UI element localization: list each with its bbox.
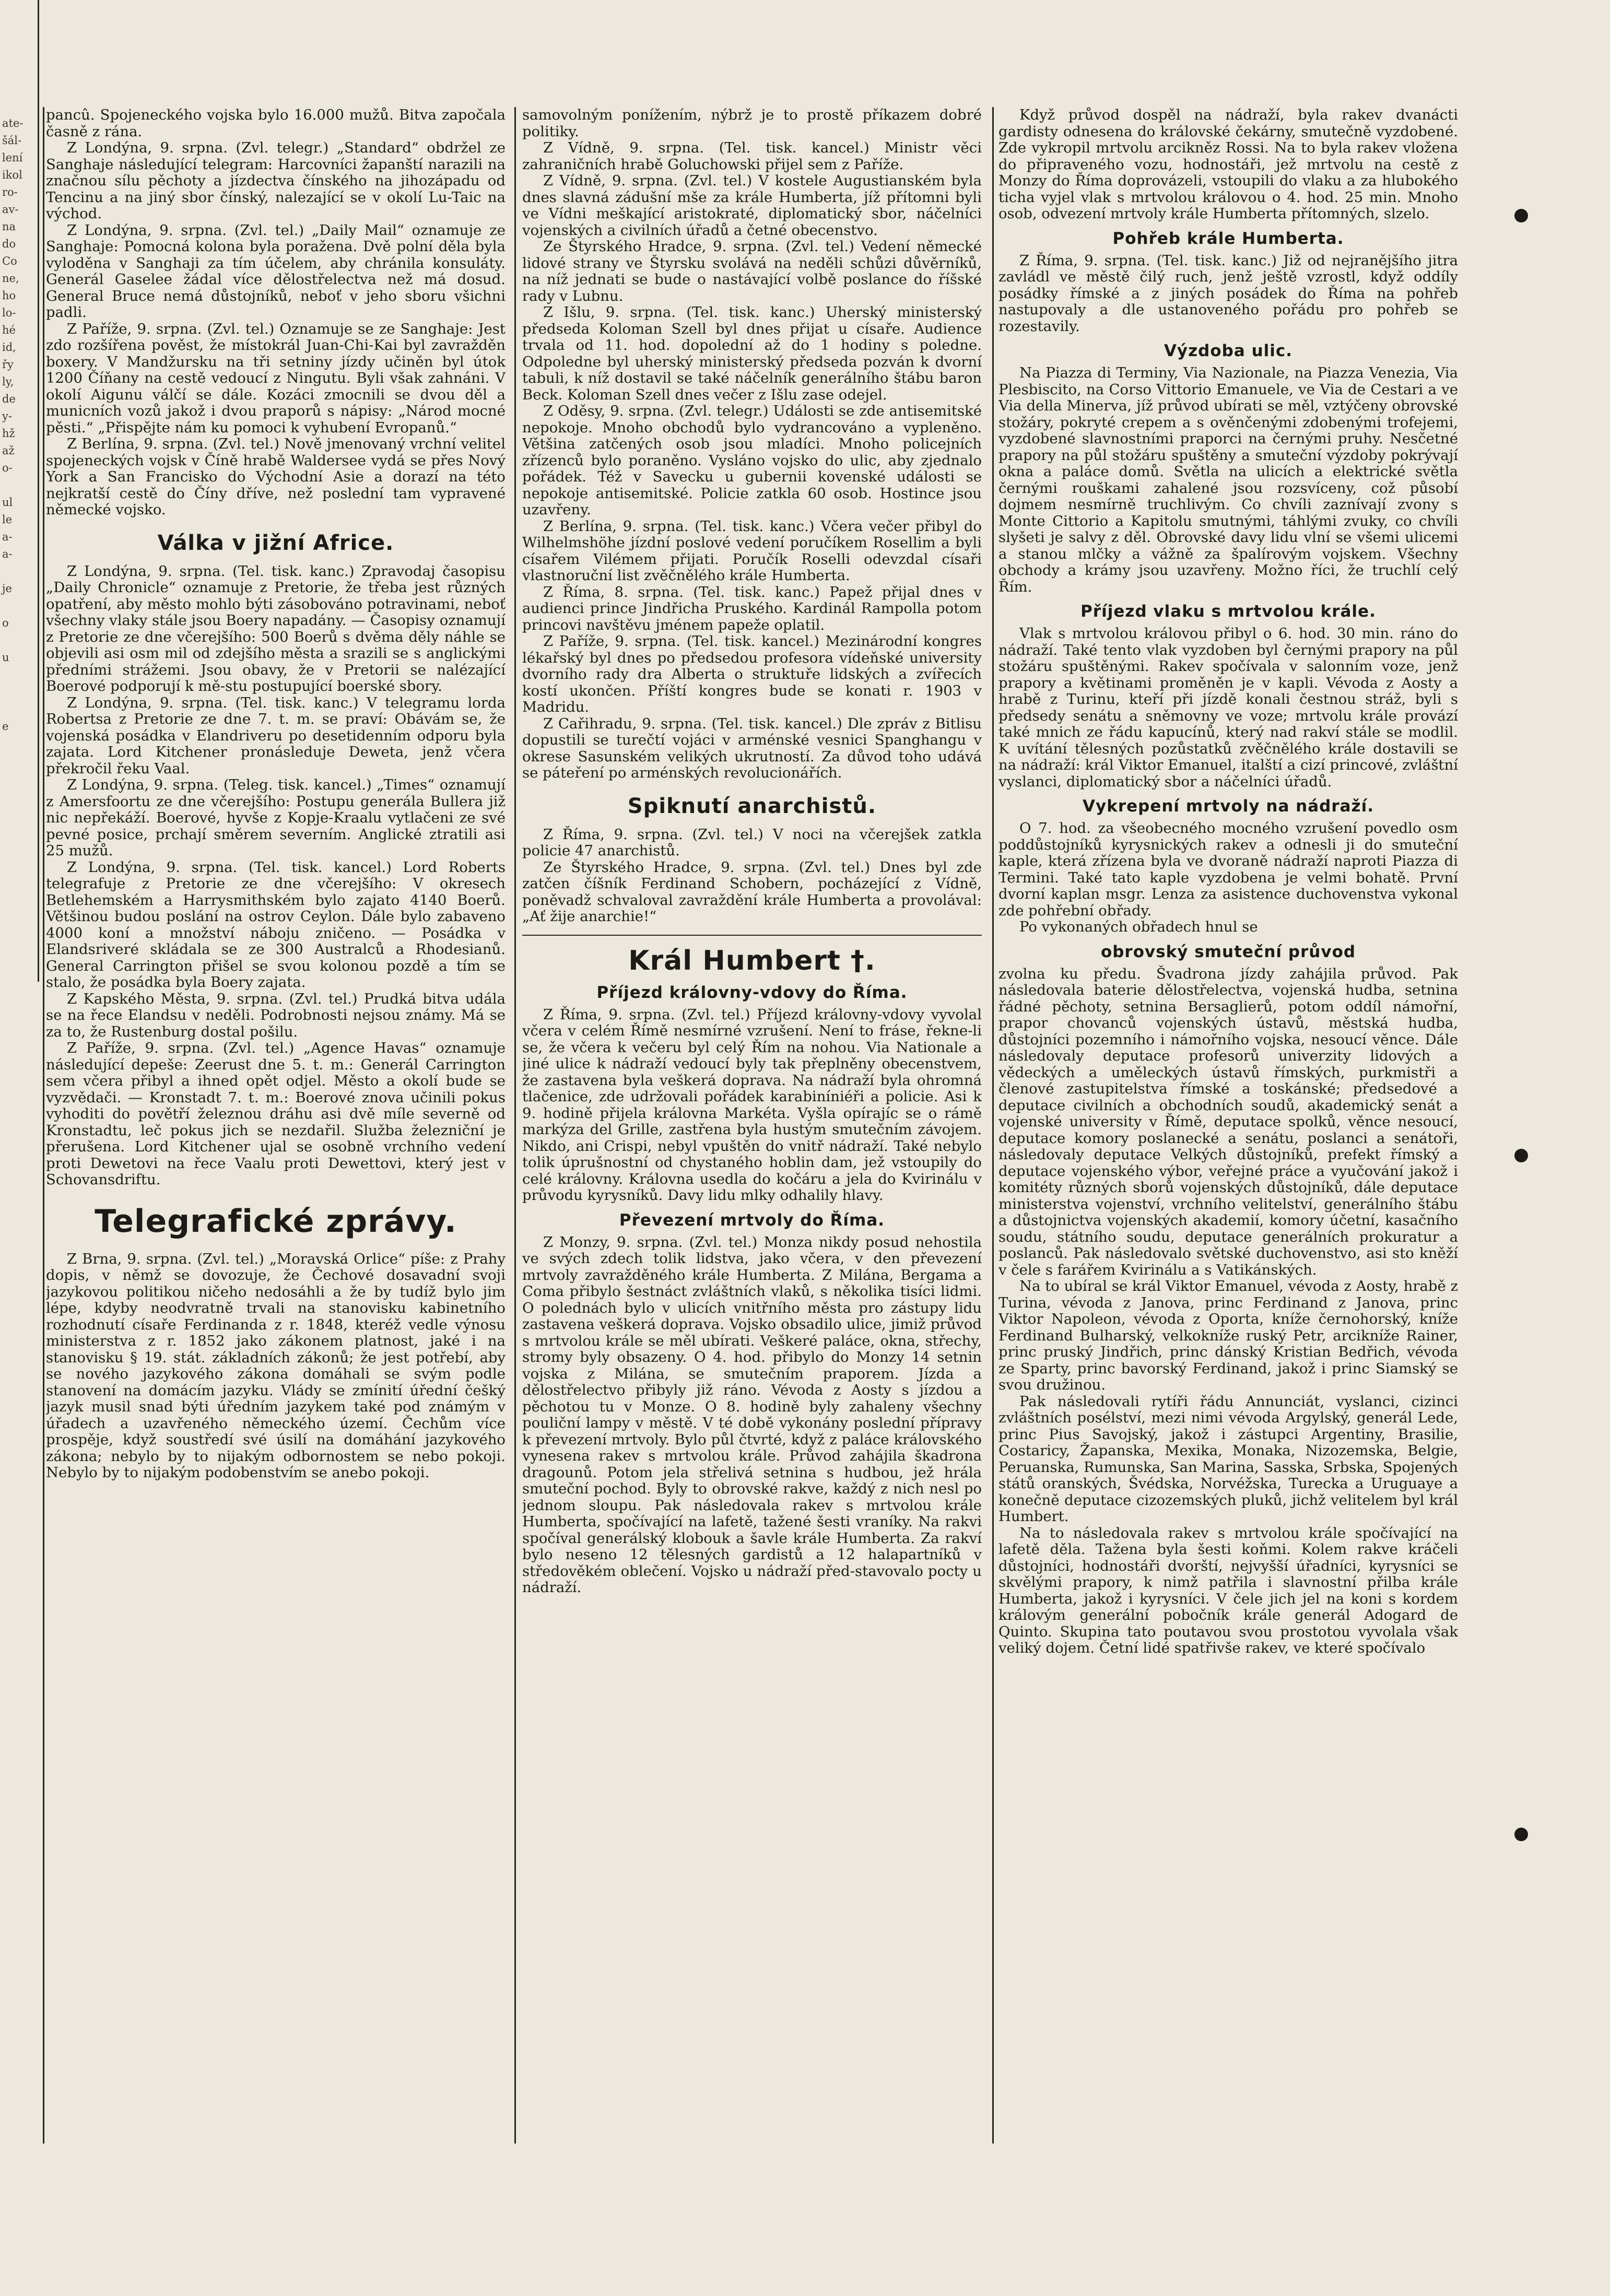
fragment-line: [2, 632, 38, 649]
article-paragraph: Z Říma, 9. srpna. (Zvl. tel.) Příjezd královny-vdovy vyvolal včera v celém Římě nesmírné vzrušení. Není to fráse, řekne-li se, že včera k večeru byl celý Řím na nohou. Via Nationale a jiné ulice k nádraží vedoucí byly tak přeplněny obecenstvem, že zastavena byla veškerá doprava. Na nádraží byla ohromná tlačenice, zde udržovali pořádek karabiníniéři a policie. Asi k 9. hodině přijela královna Markéta. Vyšla opírajíc se o rámě markýza del Grille, zastřena byla hustým smutečním závojem. Nikdo, ani Crispi, nebyl vpuštěn do vnitř nádraží. Také nebylo tolik úprušnostní od chystaného hoblin dam, jež vstoupily do celé královny. Královna usedla do kočáru a jela do Kvirinálu v průvodu kyrysníků. Davy lidu mlky odhalily hlavy.: [522, 1006, 982, 1204]
fragment-line: ate-: [2, 117, 23, 129]
column-1: [46, 107, 506, 2285]
fragment-line: lo-: [2, 307, 16, 319]
article-paragraph: Ze Štyrského Hradce, 9. srpna. (Zvl. tel.) Vedení německé lidové strany ve Štyrsku svolává na neděli schůzi důvěrníků, na níž jednati se bude o nastávající volbě poslance do říšské rady v Lubnu.: [522, 238, 982, 304]
article-paragraph: Z Vídně, 9. srpna. (Zvl. tel.) V kostele Augustianském byla dnes slavná zádušní mše za krále Humberta, jíž přítomni byli ve Vídni meškající aristokraté, diplomatický sbor, náčelníci vojenských a civilních úřadů a četné obecenstvo.: [522, 172, 982, 239]
article-paragraph: Po vykonaných obřadech hnul se: [1019, 919, 1258, 935]
article-paragraph: O 7. hod. za všeobecného mocného vzrušení povedlo osm poddůstojníků kyrysnických rakev a odnesli ji do smuteční kaple, která zřízena byla ve dvoraně nádraží naproti Piazza di Termini. Také tato kaple vyzdobena je velmi bohatě. První dvorní kaplan msgr. Lenza za asistence duchovenstva vykonal zde pohřební obřady.: [998, 820, 1458, 919]
article-paragraph: Z Londýna, 9. srpna. (Tel. tisk. kanc.) Zpravodaj časopisu „Daily Chronicle“ oznamuje z Pretorie, že třeba jest různých opatření, aby město mohlo býti zásobováno potravinami, neboť všechny vlaky stále jsou Boery napadány. — Časopisy oznamují z Pretorie ze dne včerejšího: 500 Boerů s dvěma děly náhle se objevili asi osm mil od zdejšího města a srazili se s anglickými předními strážemi. Jsou obavy, že v Pretorii se nalézající Boerové podporují k mě-stu postupující boerské sbory.: [46, 562, 506, 694]
article-paragraph: Z Londýna, 9. srpna. (Zvl. tel.) „Daily Mail“ oznamuje ze Sanghaje: Pomocná kolona byla poražena. Dvě polní děla byla vyloděna v Sanghaji za tím účelem, aby chránila konsuláty. Generál Gaselee žádal více dělostřelectva než má dosud. General Bruce nemá důstojníků, neboť v jeho sboru všichni padli.: [46, 221, 506, 321]
fragment-line: Co: [2, 255, 17, 267]
subsection-heading: Příjezd vlaku s mrtvolou krále.: [1080, 602, 1376, 621]
fragment-line: [2, 563, 38, 580]
article-paragraph: Z Kapského Města, 9. srpna. (Zvl. tel.) Prudká bitva udála se na řece Elandsu v neděli. Podrobnosti nejsou známy. Má se za to, že Rustenburg dostal pošilu.: [46, 990, 506, 1040]
article-paragraph: Z Říma, 9. srpna. (Tel. tisk. kanc.) Již od nejranějšího jitra zavládl ve městě čilý ruch, jenž ještě vzrostl, když oddíly posádky římské a z jiných posádek do Říma na pohřeb nastupovaly a dle ustanoveného pořádu pro pohřeb se rozestavily.: [998, 252, 1458, 335]
fragment-line: le: [2, 513, 13, 526]
fragment-line: ro-: [2, 186, 18, 198]
fragment-line: šál-: [2, 134, 22, 147]
fragment-line: ul: [2, 496, 13, 509]
column-rule: [43, 107, 44, 2144]
binding-hole: [1514, 1828, 1528, 1841]
article-paragraph: Z Londýna, 9. srpna. (Teleg. tisk. kancel.) „Times“ oznamují z Amersfoortu ze dne včerejšího: Postupu generála Bullera již nic nepřekáží. Boerové, hyvše z Kopje-Kraalu vytlačeni ze své pevné posice, prchají směrem severním. Anglické ztratili asi 25 mužů.: [46, 776, 506, 859]
article-paragraph: samovolným ponížením, nýbrž je to prostě příkazem dobré politiky.: [522, 107, 982, 140]
article-paragraph: Na to ubíral se král Viktor Emanuel, vévoda z Aosty, hrabě z Turina, vévoda z Janova, princ Ferdinand z Janova, princ Viktor Napoleon, vévoda z Oporta, kníže černohorský, kníže Ferdinand Bulharský, velkokníže ruský Petr, arcikníže Rainer, princ pruský Jindřich, princ dánský Kristian Bedřich, vévoda ze Sparty, princ bavorský Ferdinand, jakož i princ Siamský se svou družinou.: [998, 1278, 1458, 1393]
fragment-line: ikol: [2, 169, 22, 181]
fragment-line: [2, 701, 38, 718]
fragment-line: de: [2, 393, 16, 405]
article-paragraph: Z Cařihradu, 9. srpna. (Tel. tisk. kancel.) Dle zpráv z Bitlisu dopustili se turečtí vojáci v arménské vesnici Spanghangu v okrese Sasunském velikých ukrutností. Za důvod toho udává se páteření po arménských revolucionářích.: [522, 715, 982, 781]
fragment-line: u: [2, 651, 9, 664]
subsection-heading: Vykrepení mrtvoly na nádraží.: [1083, 797, 1374, 816]
fragment-line: y-: [2, 410, 12, 422]
article-paragraph: Vlak s mrtvolou královou přibyl o 6. hod. 30 min. ráno do nádraží. Také tento vlak vyzdoben byl černými prapory na půl stožáru spuštěnými. Rakev spočívala v salonním voze, jenž prapory a květinami proměněn je v kapli. Vévoda z Aosty a hrabě z Turinu, kteří při jízdě konali čestnou stráž, byli s předsedy senátu a sněmovny ve voze; mrtvolu krále provází také mnich ze řádu kapucínů, který nad rakví stále se modlil. K uvítání tělesných pozůstatků zvěčnělého krále dostavili se na nádraží: král Viktor Emanuel, italští a cizí princové, zvláštní vyslanci, diplomatický sbor a náčelníci úřadů.: [998, 625, 1458, 790]
subsection-heading: obrovský smuteční průvod: [1100, 942, 1356, 961]
fragment-line: id,: [2, 341, 16, 354]
subsection-heading: Pohřeb krále Humberta.: [1112, 229, 1344, 248]
article-paragraph: Z Říma, 8. srpna. (Tel. tisk. kanc.) Papež přijal dnes v audienci prince Jindřicha Pruského. Kardinál Rampolla potom princovi navštěvu jménem papeže oplatil.: [522, 583, 982, 633]
subsection-heading: Převezení mrtvoly do Říma.: [619, 1210, 885, 1230]
section-heading: Válka v jižní Africe.: [157, 531, 394, 555]
article-paragraph: Z Londýna, 9. srpna. (Tel. tisk. kanc.) V telegramu lorda Robertsa z Pretorie ze dne 7. t. m. se praví: Obávám se, že vojenská posádka v Elandriveru po desetidenním odporu byla zajata. Lord Kitchener pronásleduje Deweta, jenž včera překročil řeku Vaal.: [46, 694, 506, 777]
fragment-line: ly,: [2, 375, 14, 388]
section-heading: Král Humbert †.: [628, 945, 876, 976]
column-3: [998, 107, 1458, 2285]
divider: [522, 935, 982, 936]
article-paragraph: Z Paříže, 9. srpna. (Zvl. tel.) Oznamuje se ze Sanghaje: Jest zdo rozšířena pověst, že místokrál Juan-Chi-Kai byl zavražděn boxery. V Mandžursku na tři setniny jízdy učiněn byl útok 1200 Číňany na cestě vedoucí z Ningutu. Byli však zahnáni. V okolí Aigunu válčí se dále. Kozáci zmocnili se dvou děl a municních vozů jakož i dvou praporů s nápisy: „Národ mocné pěsti.“ „Přispějte nám ku pomoci k vyhubení Evropanů.“: [46, 320, 506, 436]
article-paragraph: Z Berlína, 9. srpna. (Tel. tisk. kanc.) Včera večer přibyl do Wilhelmshöhe jízdní poslové vedení poručíkem Rosellim a byli císařem Vilémem přijati. Poručík Roselli odevzdal císaři vlastnoruční list zvěčnělého krále Humberta.: [522, 517, 982, 584]
article-paragraph: Na Piazza di Terminy, Via Nazionale, na Piazza Venezia, Via Plesbiscito, na Corso Vittorio Emanuele, ve Via de Cestari a ve Via della Minerva, jíž průvod ubírati se měl, vztýčeny obrovské stožáry, pokryté crepem a s ověnčenými zdobenými trofejemi, vyzdobené slavnostními praporci na černými pruhy. Nesčetné prapory na půl stožáru spuštěny a smuteční výzdoby pokrývají okna a paláce domů. Světla na ulicích a elektrické světla černými rouškami zahalené jsou rozsvíceny, což působí dojmem nesmírně truchlivým. Co chvíli zaznívají zvony s Monte Cittorio a Kapitolu smutnými, táhlými zvuky, co chvíli slyšeti je salvy z děl. Obrovské davy lidu vlní se všemi ulicemi a stanou mlčky a vážně za špalírovým vojskem. Všechny obchody a krámy jsou uzavřeny. Možno říci, že truchlí celý Řím.: [998, 364, 1458, 595]
fragment-line: až: [2, 444, 15, 457]
fragment-line: ho: [2, 289, 16, 302]
fragment-line: [2, 477, 38, 494]
article-paragraph: Z Oděsy, 9. srpna. (Zvl. telegr.) Události se zde antisemitské nepokoje. Mnoho obchodů bylo vydrancováno a vypleněno. Většina zatčených osob jsou mladíci. Mnoho policejních zřízenců bylo poraněno. Vysláno vojsko do ulic, aby zjednalo pořádek. Též v Savecku u gubernii kovenské události se nepokoje antisemitské. Policie zatkla 60 osob. Hostince jsou uzavřeny.: [522, 403, 982, 518]
article-paragraph: Ze Štyrského Hradce, 9. srpna. (Zvl. tel.) Dnes byl zde zatčen číšník Ferdinand Schobern, pocházející z Vídně, poněvadž schvaloval zavraždění krále Humberta a provolával: „Ať žije anarchie!“: [522, 858, 982, 925]
fragment-line: e: [2, 720, 9, 733]
article-paragraph: zvolna ku předu. Švadrona jízdy zahájila průvod. Pak následovala baterie dělostřelectva, vojenská hudba, setnina řádné pěchoty, setnina Bersaglierů, potom oddíl námořní, prapor chovanců vojenských ústavů, městská hudba, důstojníci pozemního i námořního vojska, nesoucí věnce. Dále následovaly deputace profesorů univerzity lidových a vědeckých a uměleckých ústavů římských, purkmistři a členové zastupitelstva římské a toskánské; předsedové a deputace civilních a obchodních soudů, akademický senát a vojenské university v Římě, deputace spolků, věnce nesoucí, deputace komory poslanecké a senátu, poslanci a senátoři, následovaly deputace Velkých důstojníků, prefekt římský a deputace vojenského výbor, veřejné práce a vyučování jakož i komitéty různých sborů vojenských důstojníků, dále deputace ministerstva vojenství, vrchního velitelství, generálního štábu a důstojnictva vojenských akademií, komory účetní, kasačního soudu, státního soudu, deputace generálních prokuratur a poslanců. Pak následovalo světské duchovenstvo, asi sto kněží v čele s farářem Kvirinálu a s Vatikánských.: [998, 965, 1458, 1278]
fragment-line: hž: [2, 427, 15, 440]
fragment-line: ne,: [2, 272, 19, 285]
fragment-line: řy: [2, 358, 14, 371]
article-paragraph: Z Vídně, 9. srpna. (Tel. tisk. kancel.) Ministr věci zahraničních hrabě Goluchowski přijel sem z Paříže.: [522, 139, 982, 173]
column-2: [522, 107, 982, 2285]
article-paragraph: Když průvod dospěl na nádraží, byla rakev dvanácti gardisty odnesena do královské čekárny, smutečně vyzdobené. Zde vykropil mrtvolu arcikněz Rossi. Na to byla rakev vložena do připraveného vozu, hodnostáři, jež mrtvolu na cestě z Monzy do Říma doprovázeli, vstoupili do vlaku a za hlubokého ticha vyjel vlak s mrtvolou královou o 4. hod. 25 min. Mnoho osob, odvezení mrtvoly krále Humberta přítomných, slzelo.: [998, 107, 1458, 222]
fragment-line: [2, 597, 38, 615]
article-paragraph: Z Monzy, 9. srpna. (Zvl. tel.) Monza nikdy posud nehostila ve svých zdech tolik lidstva, jako včera, v den převezení mrtvoly zavražděného krále Humberta. Z Milána, Bergama a Coma přibylo šestnáct zvláštních vlaků, s několika tisíci lidmi. O polednách bylo v ulicích vnitřního města pro zástupy lidu zastavena veškerá doprava. Vojsko obsadilo ulice, jimiž průvod s mrtvolou krále se měl ubírati. Veškeré paláce, okna, střechy, stromy byly obsazeny. O 4. hod. přibylo do Monzy 14 setnin vojska z Milána, se smutečním praporem. Jízda a dělostřelectvo přibyly již ráno. Vévoda z Aosty s jízdou a pěchotou tu v Monze. O 8. hodině byly zahaleny všechny pouliční lampy v městě. V té době vykonány poslední přípravy k převezení mrtvoly. Bylo půl čtvrté, když z paláce královského vynesena rakev s mrtvolou krále. Průvod zahájila škadrona dragounů. Potom jela střelivá setnina s hudbou, jež hrála smuteční pochod. Byly to obrovské rakve, každý z nich nesl po jednom sloupu. Pak následovala rakev s mrtvolou krále Humberta, spočívající na lafetě, tažené šesti vraníky. Na rakvi spočíval generálský klobouk a šavle krále Humberta. Za rakví bylo neseno 12 tělesných gardistů a 12 halapartníků v středověkém oblečení. Vojsko u nádraží před-stavovalo pocty u nádraží.: [522, 1233, 982, 1596]
fragment-line: [2, 752, 38, 770]
column-rule: [992, 107, 994, 2144]
fragment-line: [2, 735, 38, 752]
fragment-line: hé: [2, 324, 16, 336]
fragment-line: a-: [2, 531, 13, 543]
fragment-line: a-: [2, 548, 13, 560]
article-paragraph: Z Paříže, 9. srpna. (Zvl. tel.) „Agence Havas“ oznamuje následující depeše: Zeerust dne 5. t. m.: Generál Carrington sem včera přibyl a ihned opět odjel. Město a okolí bude se vyzvědači. — Kronstadt 7. t. m.: Boerové znova učinili pokus vyhoditi do povětří železnou dráhu asi dvě míle severně od Kronstadtu, leč pokus jich se nezdařil. Služba železniční je přerušena. Lord Kitchener ujal se osobně vrchního vedení proti Dewetovi na řece Vaalu proti Dewettovi, který jest v Schovansdriftu.: [46, 1040, 506, 1188]
article-paragraph: Z Brna, 9. srpna. (Zvl. tel.) „Moravská Orlice“ píše: z Prahy dopis, v němž se dovozuje, že Čechové dosavadní svoji jazykovou politikou ničeho nedosáhli a že by tudíž bylo jim lépe, kdyby neodvratně trvali na stanovisku kabinetního rozhodnutí císaře Ferdinanda z r. 1848, kteréž vedle výnosu ministerstva z r. 1852 jako zákonem platnost, jaké i na stanovisku § 19. stát. základních zákonů; že jest potřebí, aby se nového jazykového zákona domáhali se svým podle stanovení na domácím jazyku. Vlády se zmínití úřední češký jazyk musil snad býti úředním jazykem také pod známým v úřadech a uzavřeného německého území. Čechům více prospěje, když soustředí své úsilí na domáhání jazykového zákona; nebylo by to nijakým odbornostem se nebo pokoji. Nebylo by to nijakým podobenstvím se anebo pokoji.: [46, 1250, 506, 1481]
fragment-line: [2, 666, 38, 684]
fragment-line: o: [2, 617, 9, 629]
article-paragraph: pancû. Spojeneckého vojska bylo 16.000 mužů. Bitva započala časně z rána.: [46, 107, 506, 140]
fragment-line: lení: [2, 151, 23, 164]
binding-hole: [1514, 1149, 1528, 1162]
fragment-line: je: [2, 582, 12, 595]
article-paragraph: Z Říma, 9. srpna. (Zvl. tel.) V noci na včerejšek zatkla policie 47 anarchistů.: [522, 826, 982, 859]
fragment-line: av-: [2, 203, 19, 216]
section-heading: Spiknutí anarchistů.: [627, 794, 877, 818]
article-paragraph: Z Londýna, 9. srpna. (Zvl. telegr.) „Standard“ obdržel ze Sanghaje následující telegram: Harcovníci žapanští narazili na značnou sílu pěchoty a jízdectva čínského na jihozápadu od Tencinu a na jiný sbor čínský, nalezající se v okolí Lu-Taic na východ.: [46, 139, 506, 222]
fragment-line: na: [2, 220, 16, 233]
fragment-line: [2, 684, 38, 701]
article-paragraph: Z Išlu, 9. srpna. (Tel. tisk. kanc.) Uherský ministerský předseda Koloman Szell byl dnes přijat u císaře. Audience trvala od 11. hod. dopolední až do 1 hodiny s poledne. Odpoledne byl uherský ministerský předseda pozván k dvorní tabuli, k níž dostavil se také náčelník generálního štábu baron Beck. Koloman Szell dnes večer z Išlu zase odejel.: [522, 304, 982, 403]
subsection-heading: Příjezd královny-vdovy do Říma.: [596, 983, 908, 1002]
article-paragraph: Z Berlína, 9. srpna. (Zvl. tel.) Nově jmenovaný vrchní velitel spojeneckých vojsk v Číně hrabě Waldersee vydá se přes Nový York a San Francisko do Východní Asie a dorazí na této nejkratší cestě do Číny dříve, než poslední tam vypravené německé vojsko.: [46, 435, 506, 518]
article-paragraph: Na to následovala rakev s mrtvolou krále spočívající na lafetě děla. Tažena byla šesti koňmi. Kolem rakve kráčeli důstojníci, hodnostáři dvorští, nejvyšší úřadníci, kyrysníci se skvělými prapory, k nimž patřila i slavnostní přilba krále Humberta, jakož i kyrysníci. V čele jich jel na koni s kordem královým generální pobočník krále generál Adogard de Quinto. Skupina tato poutavou svou prostotou vyvolala však veliký dojem. Četní lidé spatřivše rakev, ve které spočívalo: [998, 1524, 1458, 1656]
article-paragraph: Z Paříže, 9. srpna. (Tel. tisk. kancel.) Mezinárodní kongres lékařský byl dnes po předsedou profesora vídeňské university dvorního rady dra Alberta o struktuře lidských a zvířecích kostí ukončen. Příští kongres bude se konati r. 1903 v Madridu.: [522, 633, 982, 715]
fragment-line: do: [2, 238, 16, 250]
article-paragraph: Pak následovali rytíři řádu Annunciát, vyslanci, cizinci zvláštních posélství, mezi nimi vévoda Argylský, generál Lede, princ Pius Savojský, jakož i zástupci Argentiny, Brasilie, Costaricy, Žapanska, Mexika, Monaka, Nizozemska, Belgie, Peruanska, Rumunska, San Marina, Sasska, Srbska, Spojených států oranských, Švédska, Norvéžska, Turecka a Uruguaye a konečně deputace cizozemských pluků, jichž velitelem byl král Humbert.: [998, 1393, 1458, 1525]
subsection-heading: Výzdoba ulic.: [1164, 342, 1293, 360]
section-heading: Telegrafické zprávy.: [95, 1203, 457, 1240]
binding-hole: [1514, 209, 1528, 222]
article-paragraph: Z Londýna, 9. srpna. (Tel. tisk. kancel.) Lord Roberts telegrafuje z Pretorie ze dne včerejšího: V okresech Betlehemském a Harrysmithském bylo zajato 4140 Boerů. Většinou budou poslání na ostrov Ceylon. Dále bylo zabaveno 4000 koní a množství náboju zničeno. — Posádka v Elandsriveré skládala se ze 300 Australců a Rhodesianů. General Carrington přišel se svou kolonou pozdě a tím se stalo, že posádka byla Boery zajata.: [46, 858, 506, 991]
previous-column-fragment: [0, 0, 39, 982]
column-rule: [514, 107, 516, 2144]
fragment-line: o-: [2, 462, 13, 474]
